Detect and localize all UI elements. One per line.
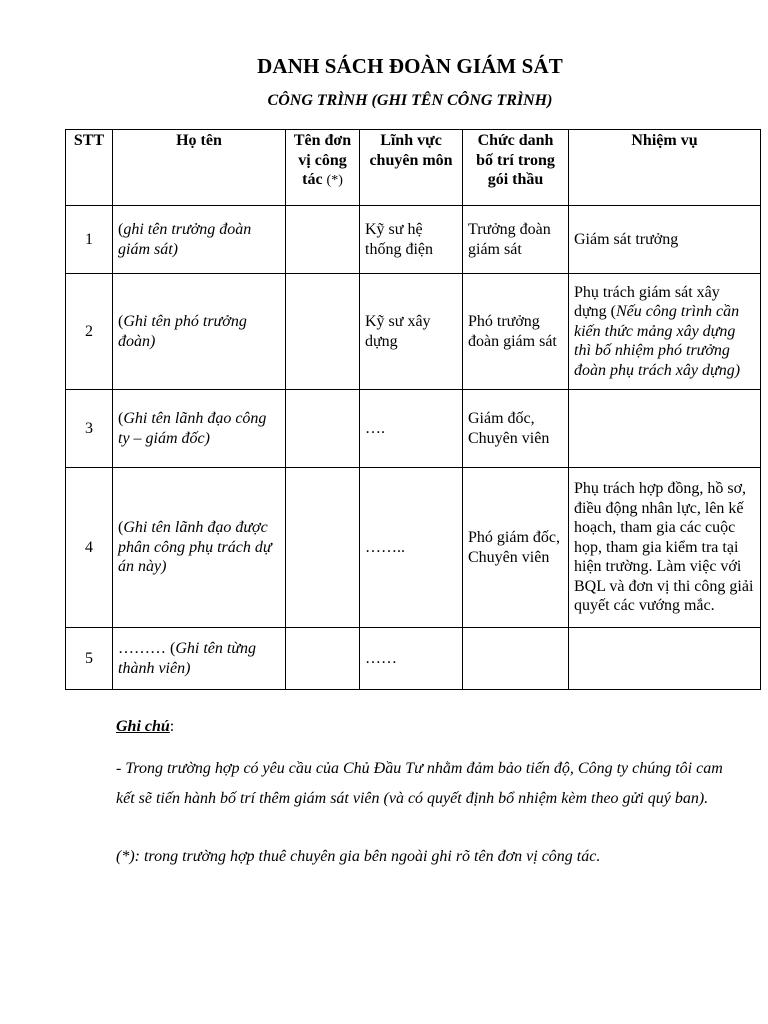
row-name [113, 206, 286, 274]
row-name [113, 390, 286, 468]
row-field: …… [360, 628, 463, 690]
row-field: Kỹ sư hệ thống điện [360, 206, 463, 274]
row-position: Phó giám đốc, Chuyên viên [463, 468, 569, 628]
row-duty [569, 274, 761, 390]
row-duty-text: Phụ trách hợp đồng, hồ sơ, điều động nhân lực, lên kế hoạch, tham gia các cuộc họp, tham gia kiểm tra tại hiện trường. Làm việc với BQL và đơn vị thi công giải quyết các vướng mắc. [574, 480, 754, 615]
table-row [66, 274, 761, 390]
row-stt: 3 [66, 390, 113, 468]
supervision-team-table [65, 129, 761, 690]
row-duty-text: Giám sát trưởng [574, 230, 679, 248]
row-field: …. [360, 390, 463, 468]
row-name-prefix: ( [118, 221, 124, 238]
header-unit-marker: (*) [326, 173, 343, 188]
header-unit-label: Tên đơn vị công tác [293, 132, 352, 188]
row-name-prefix: ( [118, 410, 124, 427]
row-duty-text: Phụ trách giám sát xây dựng ( [574, 283, 720, 321]
row-name-text: Ghi tên lãnh đạo được phân công phụ trách dự án này) [118, 519, 272, 576]
row-stt: 4 [66, 468, 113, 628]
row-name-text: Ghi tên từng thành viên) [118, 640, 257, 677]
row-name-prefix: ( [118, 519, 124, 537]
row-duty [569, 206, 761, 274]
row-field: Kỹ sư xây dựng [360, 274, 463, 390]
row-position [463, 628, 569, 690]
header-name: Họ tên [113, 130, 286, 206]
row-name-text: ghi tên trưởng đoàn giám sát) [118, 221, 252, 258]
page-title: DANH SÁCH ĐOÀN GIÁM SÁT [257, 54, 563, 78]
notes-label: Ghi chú [116, 718, 170, 735]
row-name-prefix: ……… ( [118, 640, 176, 657]
row-name [113, 274, 286, 390]
header-stt: STT [66, 130, 113, 206]
row-duty [569, 628, 761, 690]
row-unit [286, 628, 360, 690]
row-unit [286, 274, 360, 390]
notes-heading [116, 718, 716, 736]
note-item: (*): trong trường hợp thuê chuyên gia bên ngoài ghi rõ tên đơn vị công tác. [116, 848, 601, 865]
row-name-text: Ghi tên phó trưởng đoàn) [118, 313, 247, 350]
header-position: Chức danh bố trí trong gói thầu [463, 130, 569, 206]
row-position: Phó trưởng đoàn giám sát [463, 274, 569, 390]
note-item: - Trong trường hợp có yêu cầu của Chủ Đầu Tư nhằm đảm bảo tiến độ, Công ty chúng tôi cam kết sẽ tiến hành bố trí thêm giám sát viên (và có quyết định bổ nhiệm kèm theo gửi quý ban). [116, 760, 723, 807]
row-position: Giám đốc, Chuyên viên [463, 390, 569, 468]
row-unit [286, 468, 360, 628]
row-unit [286, 390, 360, 468]
row-stt: 5 [66, 628, 113, 690]
header-duty: Nhiệm vụ [569, 130, 761, 206]
notes-colon: : [169, 718, 175, 735]
row-field: …….. [360, 468, 463, 628]
header-unit [286, 130, 360, 206]
table-row [66, 468, 761, 628]
table-row [66, 628, 761, 690]
row-name-text: Ghi tên lãnh đạo công ty – giám đốc) [118, 410, 267, 447]
table-row [66, 206, 761, 274]
notes-section [116, 718, 723, 865]
row-stt: 1 [66, 206, 113, 274]
row-unit [286, 206, 360, 274]
table-header-row [66, 130, 761, 206]
row-name-prefix: ( [118, 313, 124, 330]
row-duty [569, 468, 761, 628]
row-position: Trưởng đoàn giám sát [463, 206, 569, 274]
row-stt: 2 [66, 274, 113, 390]
header-field: Lĩnh vực chuyên môn [360, 130, 463, 206]
page-subtitle: CÔNG TRÌNH (GHI TÊN CÔNG TRÌNH) [267, 92, 553, 109]
row-name [113, 468, 286, 628]
table-row [66, 390, 761, 468]
row-duty [569, 390, 761, 468]
row-name [113, 628, 286, 690]
row-duty-note: Nếu công trình cần kiến thức mảng xây dựng thì bố nhiệm phó trưởng đoàn phụ trách xây dựng) [574, 303, 741, 379]
